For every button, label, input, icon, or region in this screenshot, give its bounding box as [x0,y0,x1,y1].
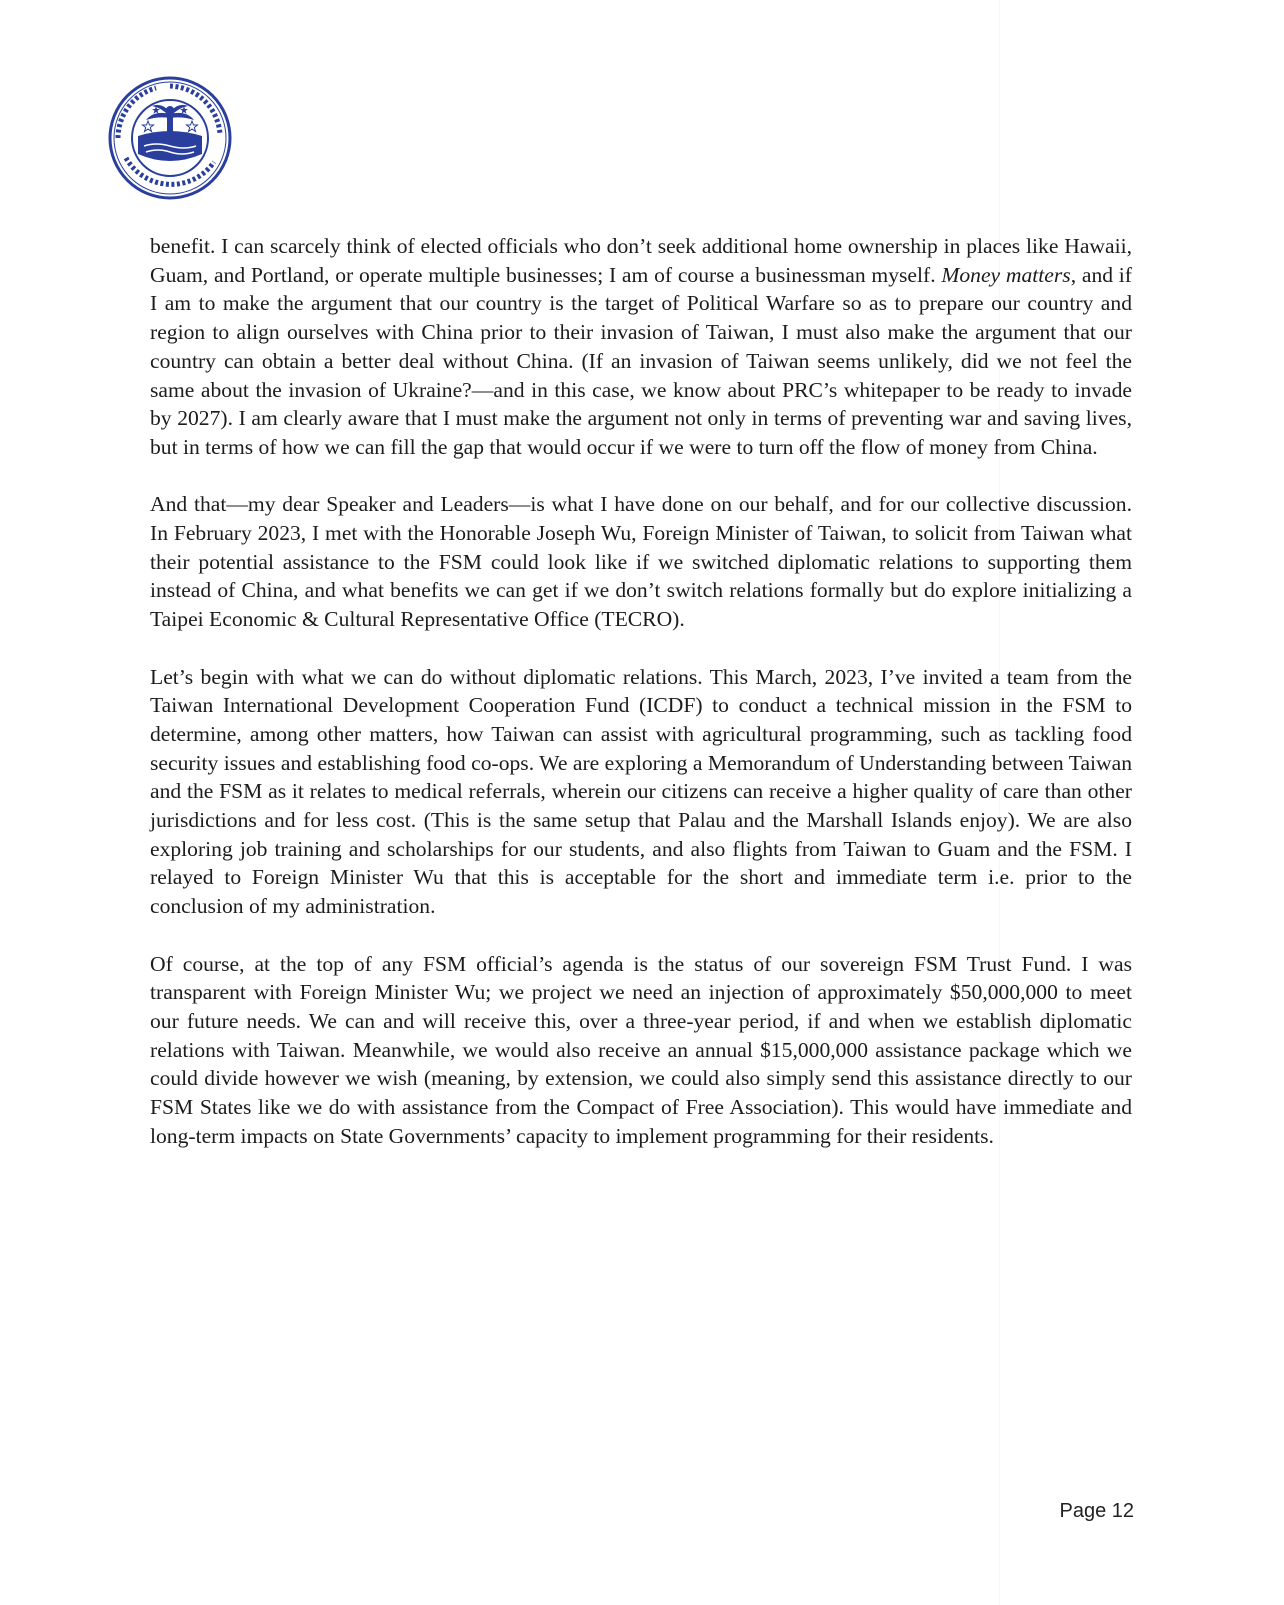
paragraph-2-text: And that—my dear Speaker and Leaders—is what I have done on our behalf, and for our collective discussion. In February 2023, I met with the Honorable Joseph Wu, Foreign Minister of Taiwan, to solicit from Taiwan what their potential assistance to the FSM could look like if we switched diplomatic relations to supporting them instead of China, and what benefits we can get if we don’t switch relations formally but do explore initializing a Taipei Economic & Cultural Representative Office (TECRO). [150,492,1132,632]
page-number: Page 12 [1059,1500,1134,1522]
paragraph-1-emphasis: Money matters [941,262,1071,287]
paragraph-1 [150,232,1132,462]
paragraph-3 [150,663,1132,921]
paragraph-4 [150,950,1132,1151]
paragraph-1-text-a: benefit. I can scarcely think of elected officials who don’t seek additional home ownership in places like Hawaii, Guam, and Portland, or operate multiple businesses; I am of course a businessman myself. [150,234,1132,287]
paragraph-2 [150,490,1132,634]
paragraph-3-text: Let’s begin with what we can do without diplomatic relations. This March, 2023, I’ve invited a team from the Taiwan International Development Cooperation Fund (ICDF) to conduct a technical mission in the FSM to determine, among other matters, how Taiwan can assist with agricultural programming, such as tackling food security issues and establishing food co-ops. We are exploring a Memorandum of Understanding between Taiwan and the FSM as it relates to medical referrals, wherein our citizens can receive a higher quality of care than other jurisdictions and for less cost. (This is the same setup that Palau and the Marshall Islands enjoy). We are also exploring job training and scholarships for our students, and also flights from Taiwan to Guam and the FSM. I relayed to Foreign Minister Wu that this is acceptable for the short and immediate term i.e. prior to the conclusion of my administration. [150,664,1132,919]
paragraph-1-text-b: , and if I am to make the argument that our country is the target of Political Warfare so as to prepare our country and region to align ourselves with China prior to their invasion of Taiwan, I must also make the argument that our country can obtain a better deal without China. (If an invasion of Taiwan seems unlikely, did we not feel the same about the invasion of Ukraine?—and in this case, we know about PRC’s whitepaper to be ready to invade by 2027). I am clearly aware that I must make the argument not only in terms of preventing war and saving lives, but in terms of how we can fill the gap that would occur if we were to turn off the flow of money from China. [150,262,1132,459]
letter-body [150,232,1132,1179]
paragraph-4-text: Of course, at the top of any FSM official’s agenda is the status of our sovereign FSM Trust Fund. I was transparent with Foreign Minister Wu; we project we need an injection of approximately $50,000,000 to meet our future needs. We can and will receive this, over a three-year period, if and when we establish diplomatic relations with Taiwan. Meanwhile, we would also receive an annual $15,000,000 assistance package which we could divide however we wish (meaning, by extension, we could also simply send this assistance directly to our FSM States like we do with assistance from the Compact of Free Association). This would have immediate and long-term impacts on State Governments’ capacity to implement programming for their residents. [150,951,1132,1148]
presidential-seal-icon [108,76,232,200]
